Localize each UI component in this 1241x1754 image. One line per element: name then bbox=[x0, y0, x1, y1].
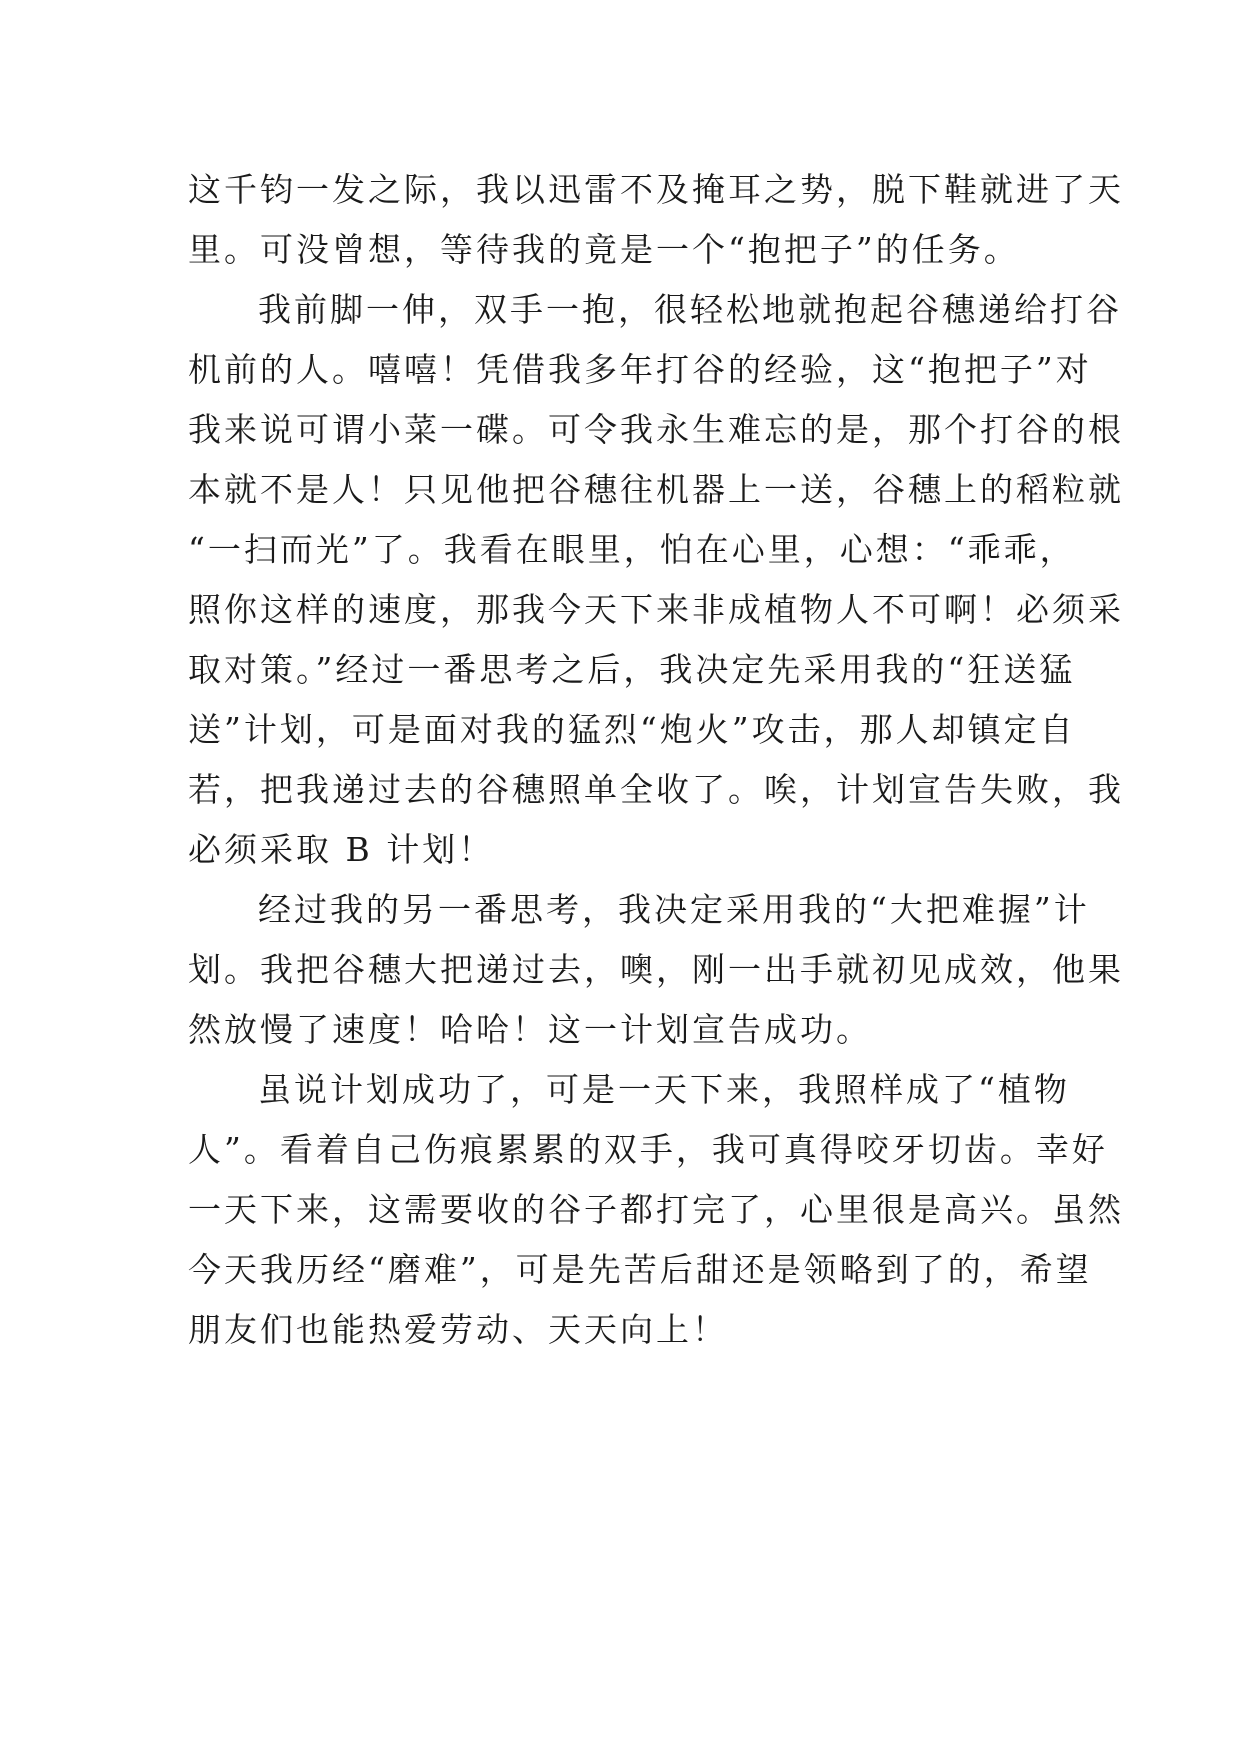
text-line: “一扫而光”了。我看在眼里，怕在心里，心想：“乖乖， bbox=[188, 530, 1076, 569]
text-line: 人”。看着自己伤痕累累的双手，我可真得咬牙切齿。幸好 bbox=[188, 1130, 1108, 1169]
text-line: 虽说计划成功了，可是一天下来，我照样成了“植物 bbox=[258, 1070, 1070, 1109]
body-text bbox=[188, 160, 1124, 1360]
text-line: 若，把我递过去的谷穗照单全收了。唉，计划宣告失败，我 bbox=[188, 770, 1124, 809]
text-line: 送”计划，可是面对我的猛烈“炮火”攻击，那人却镇定自 bbox=[188, 710, 1076, 749]
text-line: 一天下来，这需要收的谷子都打完了，心里很是高兴。虽然 bbox=[188, 1190, 1124, 1229]
text-line: 划。我把谷穗大把递过去，噢，刚一出手就初见成效，他果 bbox=[188, 950, 1124, 989]
text-line: 里。可没曾想，等待我的竟是一个“抱把子”的任务。 bbox=[188, 230, 1020, 269]
text-line: 必须采取 B 计划！ bbox=[188, 830, 495, 869]
text-line: 我前脚一伸，双手一抱，很轻松地就抱起谷穗递给打谷 bbox=[258, 290, 1122, 329]
text-line: 朋友们也能热爱劳动、天天向上！ bbox=[188, 1310, 728, 1349]
text-line: 今天我历经“磨难”，可是先苦后甜还是领略到了的，希望 bbox=[188, 1250, 1092, 1289]
text-line: 本就不是人！只见他把谷穗往机器上一送，谷穗上的稻粒就 bbox=[188, 470, 1124, 509]
text-line: 然放慢了速度！哈哈！这一计划宣告成功。 bbox=[188, 1010, 872, 1049]
text-line: 经过我的另一番思考，我决定采用我的“大把难握”计 bbox=[258, 890, 1090, 929]
text-line: 照你这样的速度，那我今天下来非成植物人不可啊！必须采 bbox=[188, 590, 1124, 629]
text-line: 这千钧一发之际，我以迅雷不及掩耳之势，脱下鞋就进了天 bbox=[188, 170, 1124, 209]
text-line: 我来说可谓小菜一碟。可令我永生难忘的是，那个打谷的根 bbox=[188, 410, 1124, 449]
text-line: 机前的人。嘻嘻！凭借我多年打谷的经验，这“抱把子”对 bbox=[188, 350, 1092, 389]
text-line: 取对策。”经过一番思考之后，我决定先采用我的“狂送猛 bbox=[188, 650, 1076, 689]
